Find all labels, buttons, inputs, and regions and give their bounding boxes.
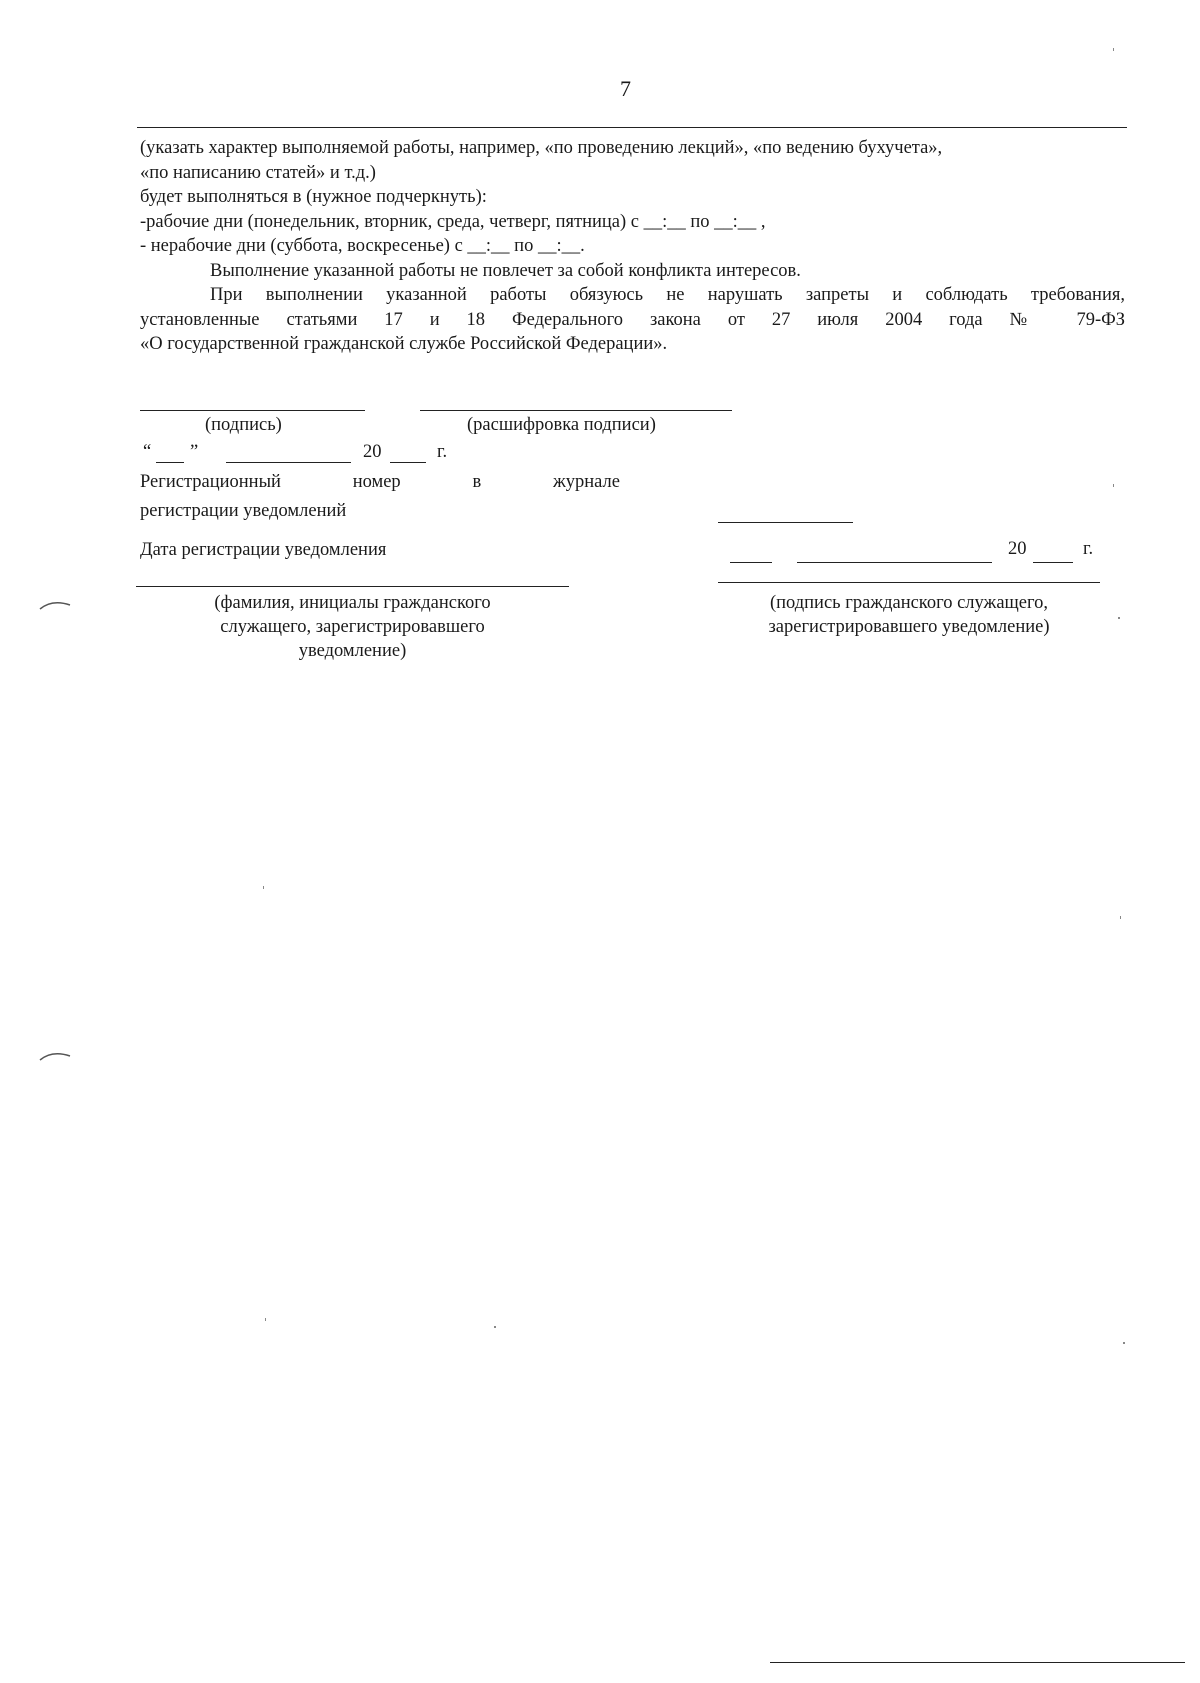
obligation-line2: установленные статьями 17 и 18 Федерального закона от 27 июля 2004 года № 79-ФЗ bbox=[140, 309, 1125, 330]
registration-day-blank bbox=[730, 546, 772, 563]
no-conflict-statement: Выполнение указанной работы не повлечет за собой конфликта интересов. bbox=[210, 260, 801, 281]
scan-speck bbox=[1113, 484, 1114, 487]
signature-decoding-caption: (расшифровка подписи) bbox=[467, 415, 656, 435]
scan-speck bbox=[263, 886, 264, 889]
scan-speck bbox=[1123, 1342, 1125, 1344]
registrar-name-caption bbox=[136, 591, 569, 663]
date-open-quote: “ bbox=[143, 442, 152, 462]
date-close-quote: ” bbox=[190, 442, 199, 462]
registrar-signature-caption-line1: (подпись гражданского служащего, bbox=[769, 593, 1049, 613]
registration-word-2: номер bbox=[352, 472, 401, 492]
registration-month-blank bbox=[797, 546, 992, 563]
page-number: 7 bbox=[620, 76, 631, 101]
top-rule bbox=[137, 127, 1127, 128]
signature-caption: (подпись) bbox=[205, 415, 282, 435]
scan-artifact-mark bbox=[38, 1046, 78, 1064]
scan-speck bbox=[494, 1326, 496, 1328]
registration-year-suffix: г. bbox=[1083, 539, 1094, 559]
date-day-blank bbox=[156, 446, 184, 463]
form-body bbox=[140, 136, 1125, 357]
date-month-blank bbox=[226, 446, 351, 463]
registration-date-label: Дата регистрации уведомления bbox=[140, 540, 387, 560]
date-year-blank bbox=[390, 446, 426, 463]
obligation-line1: При выполнении указанной работы обязуюсь не нарушать запреты и соблюдать требования, bbox=[210, 285, 1125, 305]
registrar-name-caption-line2: служащего, зарегистрировавшего bbox=[220, 617, 485, 637]
scan-speck bbox=[265, 1318, 266, 1321]
signature-line bbox=[140, 410, 365, 411]
registrar-name-line bbox=[136, 586, 569, 587]
registration-year-blank bbox=[1033, 546, 1073, 563]
registrar-signature-caption-line2: зарегистрировавшего уведомление) bbox=[768, 617, 1050, 637]
work-type-hint-line1: (указать характер выполняемой работы, например, «по проведению лекций», «по ведению бухучета», bbox=[140, 138, 943, 158]
weekend-schedule: - нерабочие дни (суббота, воскресенье) с __:__ по __:__. bbox=[140, 236, 585, 256]
registrar-name-caption-line3: уведомление) bbox=[298, 641, 407, 661]
registration-year-prefix: 20 bbox=[1008, 539, 1027, 559]
registration-number-row bbox=[140, 472, 620, 493]
signature-decoding-line bbox=[420, 410, 732, 411]
schedule-intro: будет выполняться в (нужное подчеркнуть): bbox=[140, 187, 487, 207]
registrar-signature-line bbox=[718, 582, 1100, 583]
registration-number-label-line2: регистрации уведомлений bbox=[140, 501, 347, 521]
obligation-line3: «О государственной гражданской службе Российской Федерации». bbox=[140, 334, 668, 354]
scan-artifact-mark bbox=[38, 595, 78, 613]
date-year-prefix: 20 bbox=[363, 442, 382, 462]
registration-word-1: Регистрационный bbox=[140, 472, 281, 492]
scan-speck bbox=[1118, 617, 1120, 619]
scan-speck bbox=[1113, 48, 1114, 51]
registrar-name-caption-line1: (фамилия, инициалы гражданского bbox=[214, 593, 491, 613]
work-type-hint-line2: «по написанию статей» и т.д.) bbox=[140, 162, 376, 183]
registration-word-4: журнале bbox=[552, 472, 620, 492]
registrar-signature-caption bbox=[718, 591, 1100, 639]
footer-rule bbox=[770, 1662, 1185, 1663]
registration-word-3: в bbox=[472, 472, 482, 492]
date-year-suffix: г. bbox=[437, 442, 448, 462]
scan-speck bbox=[1120, 916, 1121, 919]
registration-number-blank bbox=[718, 522, 853, 523]
workdays-schedule: -рабочие дни (понедельник, вторник, среда, четверг, пятница) с __:__ по __:__ , bbox=[140, 211, 766, 232]
